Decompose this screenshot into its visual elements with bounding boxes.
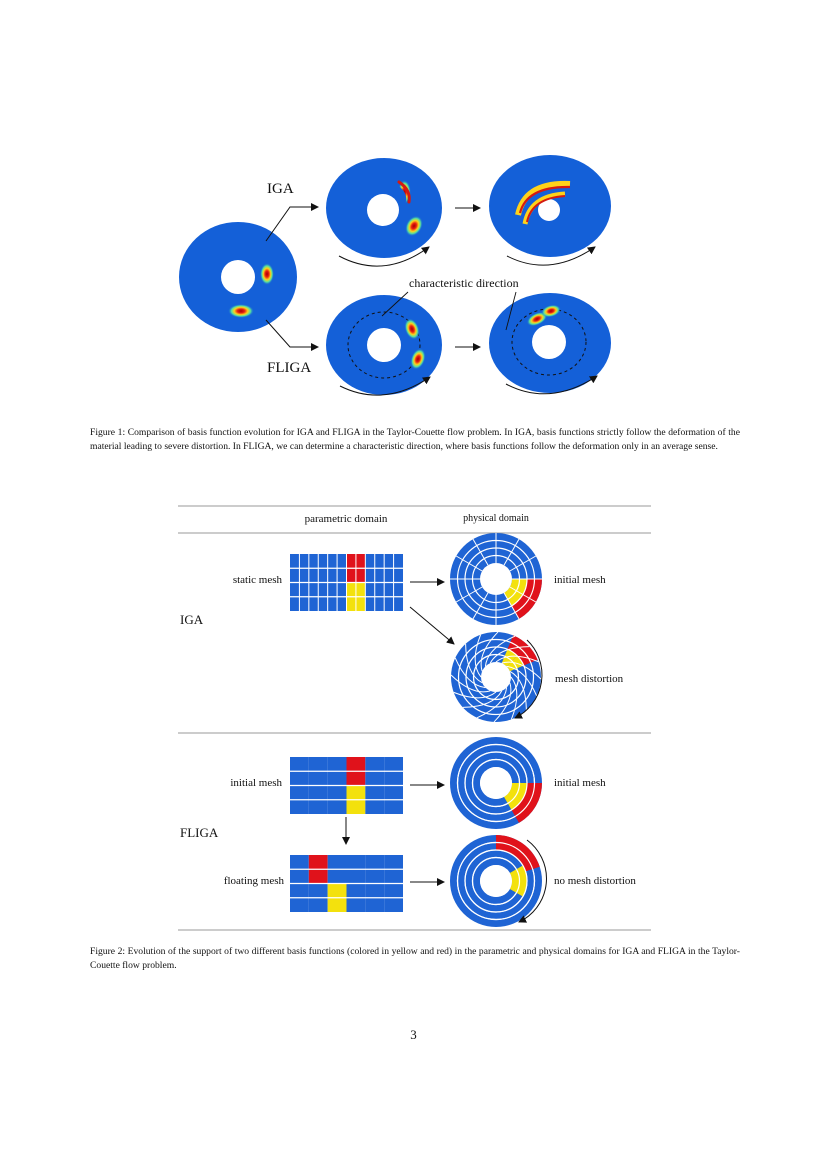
yellow-element bbox=[347, 597, 356, 611]
fliga-floating-mesh-grid bbox=[290, 855, 403, 912]
mesh-element bbox=[309, 771, 328, 785]
label-fliga: FLIGA bbox=[267, 360, 312, 376]
mesh-element bbox=[290, 898, 309, 912]
yellow-element bbox=[328, 898, 347, 912]
header-physical-domain: physical domain bbox=[463, 513, 529, 524]
mesh-element bbox=[347, 869, 366, 883]
mesh-element bbox=[290, 568, 299, 582]
mesh-element bbox=[365, 884, 384, 898]
mesh-element bbox=[365, 771, 384, 785]
annulus-hole bbox=[480, 767, 512, 799]
mesh-element bbox=[365, 597, 374, 611]
mesh-element bbox=[365, 869, 384, 883]
fliga-floating-mesh-annulus bbox=[450, 835, 542, 927]
mesh-element bbox=[337, 554, 346, 568]
mesh-element bbox=[328, 800, 347, 814]
mesh-element bbox=[309, 800, 328, 814]
mesh-element bbox=[375, 597, 384, 611]
mesh-element bbox=[290, 771, 309, 785]
red-element bbox=[347, 568, 356, 582]
mesh-element bbox=[347, 898, 366, 912]
red-element bbox=[347, 554, 356, 568]
mesh-element bbox=[328, 568, 337, 582]
yellow-element bbox=[347, 800, 366, 814]
mesh-element bbox=[337, 597, 346, 611]
label-fliga: FLIGA bbox=[180, 825, 219, 840]
mesh-element bbox=[365, 855, 384, 869]
label-iga: IGA bbox=[267, 181, 294, 197]
label-characteristic-direction: characteristic direction bbox=[409, 276, 519, 290]
figure-2 bbox=[0, 495, 827, 940]
annulus-hole bbox=[481, 662, 511, 692]
mesh-element bbox=[347, 855, 366, 869]
fliga-branch-arrow bbox=[266, 320, 318, 347]
mesh-element bbox=[309, 786, 328, 800]
mesh-element bbox=[384, 884, 403, 898]
fliga-initial-mesh-annulus bbox=[450, 737, 542, 829]
initial-disk bbox=[179, 222, 297, 332]
figure-2-caption: Figure 2: Evolution of the support of two different basis functions (colored in yellow and red) in the parametric and physical domains for IGA and FLIGA in the Taylor-Couette flow problem. bbox=[90, 946, 740, 971]
mesh-element bbox=[328, 554, 337, 568]
mesh-element bbox=[394, 568, 403, 582]
mesh-element bbox=[290, 554, 299, 568]
fliga-initial-mesh-grid bbox=[290, 757, 403, 814]
fliga-disk-step2 bbox=[489, 293, 611, 393]
label-initial-mesh: initial mesh bbox=[554, 574, 606, 586]
mesh-element bbox=[328, 869, 347, 883]
red-element bbox=[356, 568, 365, 582]
label-iga: IGA bbox=[180, 612, 204, 627]
mesh-element bbox=[328, 855, 347, 869]
yellow-element bbox=[347, 583, 356, 597]
mesh-element bbox=[318, 554, 327, 568]
iga-static-mesh-grid bbox=[290, 554, 403, 611]
mesh-element bbox=[328, 771, 347, 785]
label-no-mesh-distortion: no mesh distortion bbox=[554, 875, 636, 887]
mesh-element bbox=[299, 568, 308, 582]
iga-initial-mesh-annulus bbox=[450, 533, 542, 625]
red-element bbox=[356, 554, 365, 568]
mesh-element bbox=[384, 855, 403, 869]
label-initial-mesh: initial mesh bbox=[554, 777, 606, 789]
mesh-element bbox=[309, 568, 318, 582]
yellow-element bbox=[328, 884, 347, 898]
mesh-element bbox=[309, 884, 328, 898]
mesh-element bbox=[384, 800, 403, 814]
mesh-element bbox=[394, 583, 403, 597]
mesh-element bbox=[299, 554, 308, 568]
figure-1-caption: Figure 1: Comparison of basis function evolution for IGA and FLIGA in the Taylor-Couette flow problem. In IGA, basis functions strictly follow the deformation of the material leading to severe distortion. In FLIGA, we can determine a characteristic direction, where basis functions follow the deformation only in an average sense. bbox=[90, 427, 740, 452]
mesh-element bbox=[384, 786, 403, 800]
mesh-element bbox=[299, 583, 308, 597]
mesh-element bbox=[309, 757, 328, 771]
mesh-element bbox=[347, 884, 366, 898]
mesh-element bbox=[365, 786, 384, 800]
mesh-element bbox=[365, 583, 374, 597]
page-number: 3 bbox=[410, 1027, 417, 1042]
mesh-element bbox=[309, 554, 318, 568]
basis-function-blob bbox=[260, 263, 274, 285]
mesh-element bbox=[290, 757, 309, 771]
figure-1 bbox=[0, 0, 827, 420]
mesh-element bbox=[318, 597, 327, 611]
red-element bbox=[309, 855, 328, 869]
mesh-element bbox=[384, 898, 403, 912]
basis-function-blob bbox=[228, 304, 254, 318]
mesh-element bbox=[384, 568, 393, 582]
red-element bbox=[347, 771, 366, 785]
mesh-element bbox=[365, 800, 384, 814]
mesh-element bbox=[384, 554, 393, 568]
mesh-element bbox=[384, 583, 393, 597]
mesh-element bbox=[365, 898, 384, 912]
mesh-element bbox=[290, 800, 309, 814]
mesh-element bbox=[299, 597, 308, 611]
mesh-element bbox=[318, 583, 327, 597]
header-parametric-domain: parametric domain bbox=[304, 513, 388, 525]
red-element bbox=[347, 757, 366, 771]
mesh-element bbox=[384, 597, 393, 611]
mesh-element bbox=[309, 597, 318, 611]
iga-distorted-mesh-annulus bbox=[451, 632, 541, 722]
mapping-arrow bbox=[410, 607, 454, 644]
yellow-element bbox=[356, 597, 365, 611]
annulus-hole bbox=[480, 563, 512, 595]
mesh-element bbox=[384, 771, 403, 785]
mesh-element bbox=[365, 757, 384, 771]
mesh-element bbox=[328, 786, 347, 800]
label-initial-mesh: initial mesh bbox=[230, 777, 282, 789]
mesh-element bbox=[290, 597, 299, 611]
annulus-hole bbox=[480, 865, 512, 897]
label-floating-mesh: floating mesh bbox=[223, 875, 284, 887]
mesh-element bbox=[365, 568, 374, 582]
mesh-element bbox=[328, 757, 347, 771]
red-element bbox=[309, 869, 328, 883]
label-static-mesh: static mesh bbox=[232, 574, 282, 586]
iga-disk-step1 bbox=[326, 158, 442, 258]
mesh-element bbox=[365, 554, 374, 568]
yellow-element bbox=[347, 786, 366, 800]
mesh-element bbox=[309, 583, 318, 597]
mesh-element bbox=[318, 568, 327, 582]
yellow-element bbox=[356, 583, 365, 597]
mesh-element bbox=[290, 786, 309, 800]
mesh-element bbox=[309, 898, 328, 912]
mesh-element bbox=[394, 554, 403, 568]
label-mesh-distortion: mesh distortion bbox=[555, 673, 624, 685]
mesh-element bbox=[328, 597, 337, 611]
mesh-element bbox=[384, 869, 403, 883]
mesh-element bbox=[337, 583, 346, 597]
mesh-element bbox=[375, 583, 384, 597]
mesh-element bbox=[290, 869, 309, 883]
mesh-element bbox=[328, 583, 337, 597]
mesh-element bbox=[290, 855, 309, 869]
mesh-element bbox=[290, 583, 299, 597]
mesh-element bbox=[290, 884, 309, 898]
iga-disk-step2 bbox=[489, 155, 611, 257]
mesh-element bbox=[384, 757, 403, 771]
mesh-element bbox=[337, 568, 346, 582]
mesh-element bbox=[394, 597, 403, 611]
mesh-element bbox=[375, 568, 384, 582]
mesh-element bbox=[375, 554, 384, 568]
